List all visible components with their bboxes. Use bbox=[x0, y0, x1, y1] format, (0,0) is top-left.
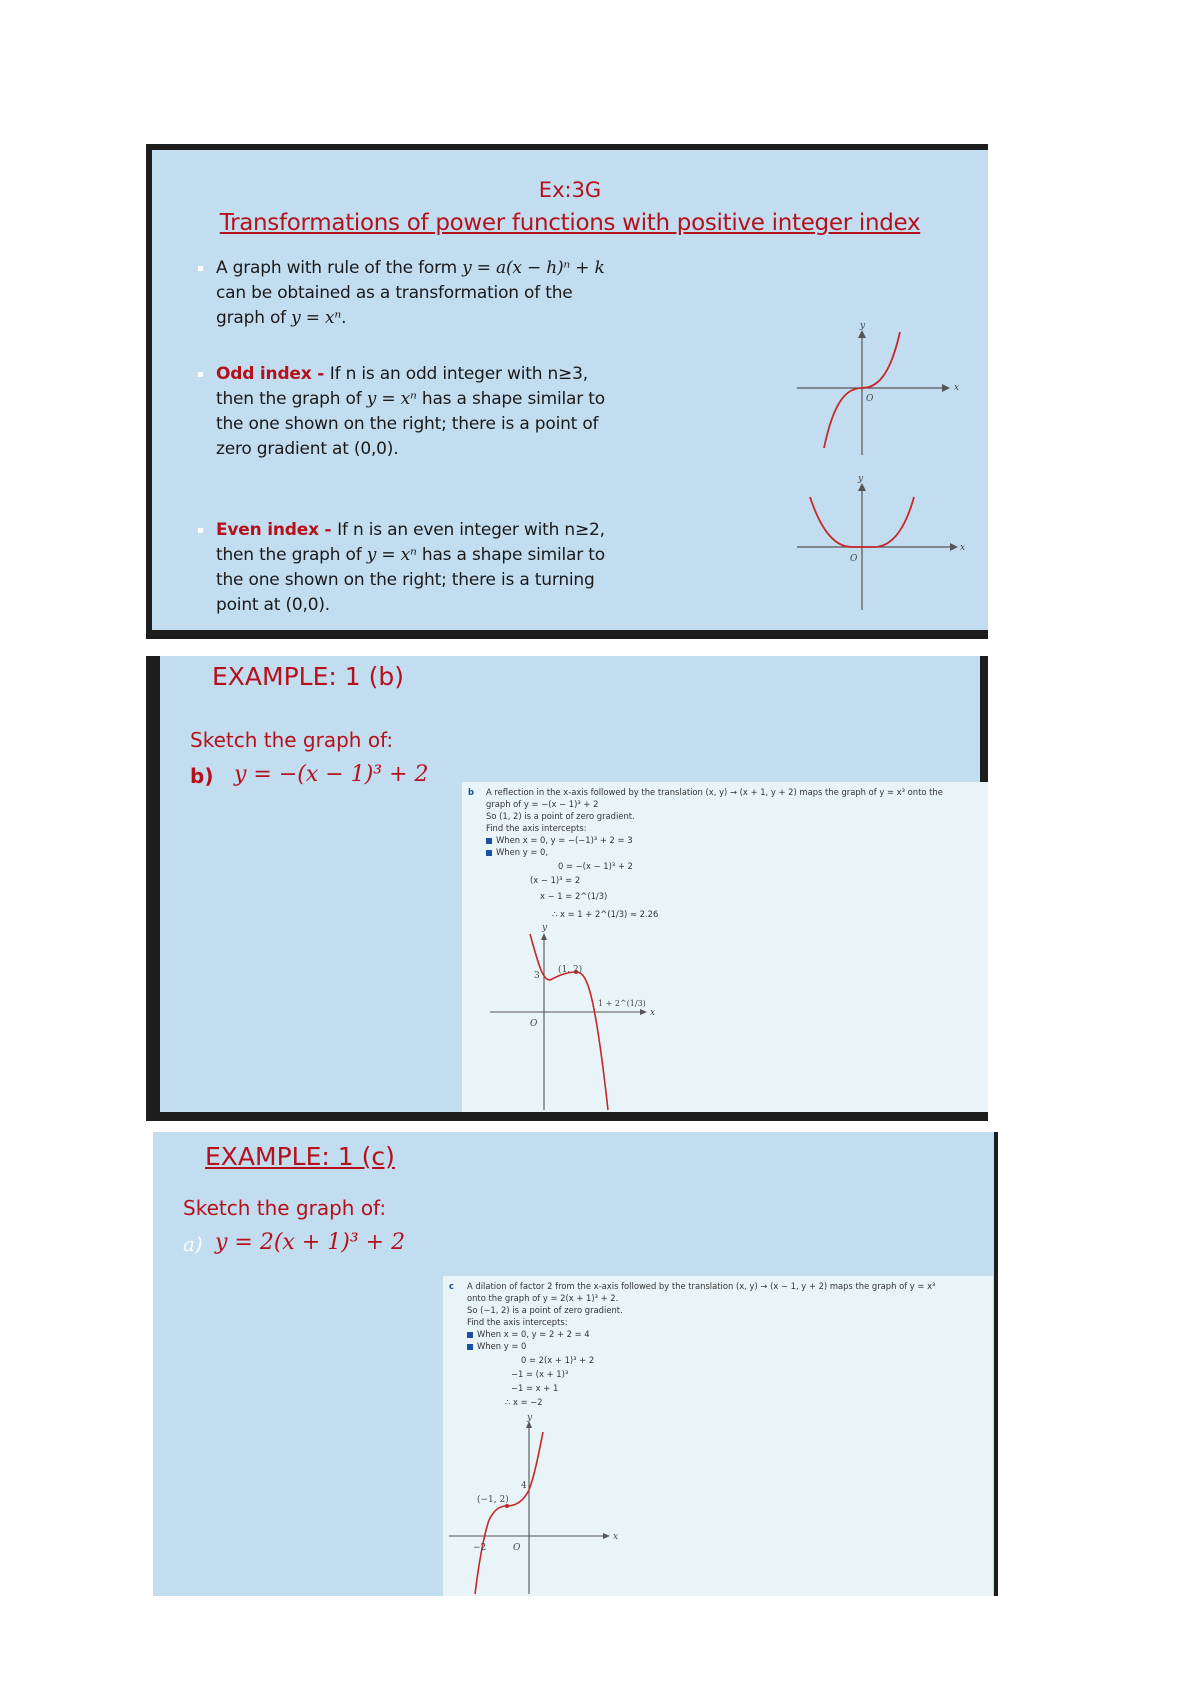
y-intercept-label: 3 bbox=[534, 971, 540, 981]
x-arrow-icon bbox=[603, 1533, 610, 1539]
example-heading: EXAMPLE: 1 (b) bbox=[212, 662, 404, 691]
solution-line: A reflection in the x-axis followed by the translation (x, y) → (x + 1, y + 2) maps the graph of y = x³ onto the bbox=[486, 787, 943, 797]
solution-line: When x = 0, y = 2 + 2 = 4 bbox=[477, 1329, 590, 1339]
x-axis-label: x bbox=[960, 543, 966, 553]
solution-line: When x = 0, y = −(−1)³ + 2 = 3 bbox=[496, 835, 633, 845]
panel-letter: c bbox=[449, 1281, 454, 1291]
solution-line: So (1, 2) is a point of zero gradient. bbox=[486, 811, 635, 821]
x-axis-label: x bbox=[954, 383, 960, 393]
origin-label: O bbox=[513, 1543, 521, 1553]
solution-line: graph of y = −(x − 1)³ + 2 bbox=[486, 799, 599, 809]
solution-line: onto the graph of y = 2(x + 1)³ + 2. bbox=[467, 1293, 619, 1303]
bullet-text: If n is an odd integer with n≥3, then the graph of bbox=[216, 364, 588, 409]
sketch-prompt: Sketch the graph of: bbox=[183, 1196, 387, 1220]
equation-odd: y = xⁿ bbox=[366, 389, 417, 409]
x-arrow-icon bbox=[942, 384, 950, 392]
y-axis-label: y bbox=[858, 474, 864, 484]
working-line: ∴ x = −2 bbox=[505, 1397, 543, 1407]
bullet-square-icon bbox=[486, 838, 492, 844]
solution-line: Find the axis intercepts: bbox=[467, 1317, 568, 1327]
bullet-square-icon bbox=[486, 850, 492, 856]
part-label: b) bbox=[190, 764, 214, 788]
bullet-odd-index bbox=[216, 362, 626, 462]
example-1c-graph bbox=[443, 1412, 643, 1594]
working-line: x − 1 = 2^(1/3) bbox=[540, 891, 608, 901]
y-intercept-label: 4 bbox=[521, 1481, 527, 1491]
slide-example-1c bbox=[153, 1132, 998, 1596]
solution-line: When y = 0, bbox=[496, 847, 549, 857]
odd-index-label: Odd index - bbox=[216, 364, 330, 384]
solution-bullet bbox=[486, 834, 633, 846]
solution-line: Find the axis intercepts: bbox=[486, 823, 587, 833]
y-arrow-icon bbox=[541, 933, 547, 940]
slide-power-functions bbox=[146, 144, 988, 639]
working-line: 0 = −(x − 1)³ + 2 bbox=[558, 861, 633, 871]
exercise-label: Ex:3G bbox=[538, 178, 602, 202]
solution-line: A dilation of factor 2 from the x-axis followed by the translation (x, y) → (x − 1, y + 2) maps the graph of y = x³ bbox=[467, 1281, 936, 1291]
point-label: (−1, 2) bbox=[477, 1495, 509, 1505]
cubic-curve bbox=[475, 1432, 543, 1594]
bullet-text: A graph with rule of the form bbox=[216, 258, 463, 278]
solution-bullet bbox=[467, 1340, 526, 1352]
bullet-marker bbox=[198, 528, 203, 533]
x-intercept-label: −2 bbox=[473, 1543, 487, 1553]
even-power-graph bbox=[792, 474, 966, 615]
panel-letter: b bbox=[468, 787, 474, 797]
solution-panel bbox=[462, 782, 988, 1112]
bullet-marker bbox=[198, 266, 203, 271]
solution-bullet bbox=[467, 1328, 590, 1340]
bullet-square-icon bbox=[467, 1332, 473, 1338]
solution-line: When y = 0 bbox=[477, 1341, 527, 1351]
part-label: a) bbox=[183, 1232, 203, 1256]
example-heading: EXAMPLE: 1 (c) bbox=[205, 1142, 395, 1171]
slide-title: Transformations of power functions with positive integer index bbox=[219, 210, 921, 236]
working-line: −1 = x + 1 bbox=[511, 1383, 559, 1393]
x-axis-label: x bbox=[613, 1532, 619, 1542]
y-axis-label: y bbox=[527, 1413, 533, 1423]
origin-label: O bbox=[850, 554, 858, 564]
y-axis-label: y bbox=[542, 923, 548, 933]
bullet-text: If n is an even integer with n≥2, then the graph of bbox=[216, 520, 605, 565]
working-line: −1 = (x + 1)³ bbox=[511, 1369, 569, 1379]
example-1b-graph bbox=[480, 922, 660, 1110]
point-label: (1, 2) bbox=[558, 965, 583, 975]
bullet-text: has a shape similar to the one shown on the right; there is a point of zero gradient at (0,0). bbox=[216, 389, 605, 459]
equation-general: y = a(x − h)ⁿ + k bbox=[462, 258, 605, 278]
working-line: ∴ x = 1 + 2^(1/3) ≈ 2.26 bbox=[552, 909, 659, 919]
bullet-text: can be obtained as a transformation of the graph of bbox=[216, 283, 573, 328]
bullet-text: has a shape similar to the one shown on the right; there is a turning point at (0,0). bbox=[216, 545, 605, 615]
y-arrow-icon bbox=[858, 483, 866, 491]
bullet-general-form bbox=[216, 256, 626, 331]
solution-bullet bbox=[486, 846, 548, 858]
x-axis-label: x bbox=[650, 1008, 656, 1018]
x-arrow-icon bbox=[640, 1009, 647, 1015]
origin-label: O bbox=[866, 394, 874, 404]
sketch-prompt: Sketch the graph of: bbox=[190, 728, 394, 752]
bullet-text: . bbox=[341, 308, 347, 328]
equation-even: y = xⁿ bbox=[366, 545, 417, 565]
example-equation: y = 2(x + 1)³ + 2 bbox=[215, 1230, 406, 1255]
slide-example-1b bbox=[146, 656, 988, 1121]
origin-label: O bbox=[530, 1019, 538, 1029]
y-arrow-icon bbox=[858, 330, 866, 338]
equation-base: y = xⁿ bbox=[291, 308, 342, 328]
y-axis-label: y bbox=[860, 321, 866, 331]
bullet-marker bbox=[198, 372, 203, 377]
bullet-even-index bbox=[216, 518, 626, 618]
even-index-label: Even index - bbox=[216, 520, 338, 540]
example-equation: y = −(x − 1)³ + 2 bbox=[234, 762, 429, 787]
cubic-curve bbox=[530, 934, 608, 1110]
x-arrow-icon bbox=[950, 543, 958, 551]
working-line: 0 = 2(x + 1)³ + 2 bbox=[521, 1355, 595, 1365]
x-intercept-label: 1 + 2^(1/3) bbox=[598, 999, 646, 1008]
odd-power-graph bbox=[792, 320, 960, 460]
working-line: (x − 1)³ = 2 bbox=[530, 875, 581, 885]
bullet-square-icon bbox=[467, 1344, 473, 1350]
solution-line: So (−1, 2) is a point of zero gradient. bbox=[467, 1305, 623, 1315]
solution-panel bbox=[443, 1276, 993, 1596]
